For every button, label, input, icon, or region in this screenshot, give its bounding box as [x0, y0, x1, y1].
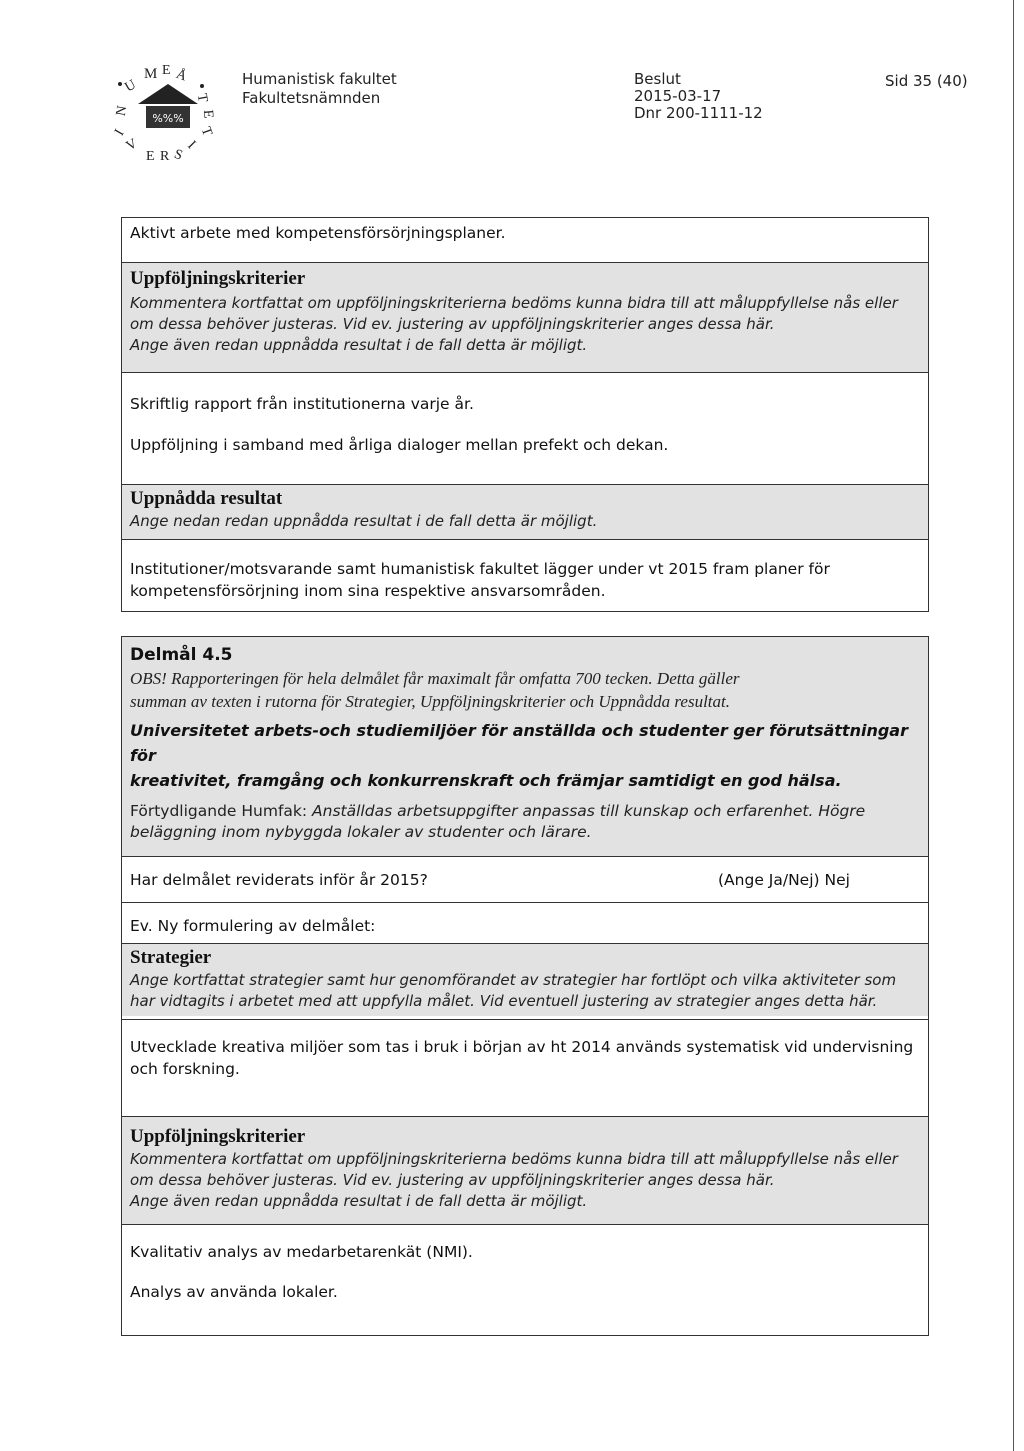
revision-question: Har delmålet reviderats inför år 2015?	[130, 871, 428, 889]
svg-text:E: E	[146, 149, 155, 162]
university-seal-icon	[98, 62, 238, 162]
results-text-line: kompetensförsörjning inom sina respektive ansvarsområden.	[130, 582, 606, 600]
goal-section-4-5	[121, 636, 929, 1336]
document-date: 2015-03-17	[634, 87, 722, 105]
carryover-text-row	[122, 218, 928, 263]
faculty-name: Humanistisk fakultet	[242, 70, 397, 88]
followup-instruction-2: om dessa behöver justeras. Vid ev. justering av uppföljningskriterier anges dessa här.	[130, 315, 775, 333]
followup-item: Kvalitativ analys av medarbetarenkät (NMI).	[130, 1243, 473, 1261]
goal-note-line-2: summan av texten i rutorna för Strategier, Uppföljningskriterier och Uppnådda resultat.	[130, 692, 730, 711]
carryover-text: Aktivt arbete med kompetensförsörjningsplaner.	[130, 224, 506, 242]
followup-instruction-3: Ange även redan uppnådda resultat i de fall detta är möjligt.	[130, 336, 588, 354]
page-edge-line	[1013, 0, 1014, 1451]
svg-text:S: S	[172, 146, 185, 162]
document-type: Beslut	[634, 70, 681, 88]
goal-clarification-line-2: beläggning inom nybyggda lokaler av studenter och lärare.	[130, 823, 592, 841]
goal-statement-line-2: kreativitet, framgång och konkurrenskraft och främjar samtidigt en god hälsa.	[130, 771, 842, 790]
new-formulation-and-strategy-header	[122, 903, 928, 1020]
strategy-header	[122, 943, 928, 1016]
revision-row	[122, 857, 928, 903]
svg-text:V: V	[123, 136, 141, 155]
svg-text:%%%: %%%	[152, 112, 184, 125]
svg-text:Å: Å	[174, 66, 189, 85]
page-number: Sid 35 (40)	[885, 72, 968, 90]
svg-text:R: R	[160, 149, 170, 162]
svg-text:E: E	[162, 63, 171, 78]
document-dnr: Dnr 200-1111-12	[634, 104, 763, 122]
clarification-text: Anställdas arbetsuppgifter anpassas till kunskap och erfarenhet. Högre	[307, 802, 866, 820]
results-content	[122, 540, 928, 602]
goal-clarification-line-1	[130, 801, 920, 822]
goal-section-continued	[121, 217, 929, 612]
results-header	[122, 484, 928, 540]
followup-instruction-2-1: Kommentera kortfattat om uppföljningskriterierna bedöms kunna bidra till att måluppfyllelse nås eller	[130, 1150, 898, 1168]
followup-heading-2: Uppföljningskriterier	[130, 1126, 306, 1147]
goal-statement-line-1: Universitetet arbets-och studiemiljöer för anställda och studenter ger förutsättningar för	[130, 721, 908, 765]
followup-criteria-content-2	[122, 1225, 928, 1303]
goal-note-line-1: OBS! Rapporteringen för hela delmålet får maximalt får omfatta 700 tecken. Detta gäller	[130, 669, 740, 688]
new-formulation-label: Ev. Ny formulering av delmålet:	[130, 917, 376, 935]
svg-text:M: M	[144, 66, 158, 82]
strategy-text-line: och forskning.	[130, 1060, 240, 1078]
strategy-instruction-2: har vidtagits i arbetet med att uppfylla målet. Vid eventuell justering av strategier anges detta här.	[130, 992, 878, 1010]
followup-instruction-2-2: om dessa behöver justeras. Vid ev. justering av uppföljningskriterier anges dessa här.	[130, 1171, 775, 1189]
svg-text:I: I	[184, 138, 199, 153]
goal-title: Delmål 4.5	[130, 645, 233, 665]
followup-criteria-header	[122, 263, 928, 373]
revision-answer	[718, 869, 850, 891]
revision-value: Nej	[824, 871, 850, 889]
results-heading: Uppnådda resultat	[130, 488, 283, 509]
results-text-line: Institutioner/motsvarande samt humanistisk fakultet lägger under vt 2015 fram planer för	[130, 560, 830, 578]
svg-text:N: N	[113, 104, 131, 118]
strategy-instruction-1: Ange kortfattat strategier samt hur genomförandet av strategier har fortlöpt och vilka aktiviteter som	[130, 971, 897, 989]
goal-header	[122, 637, 928, 857]
followup-instruction-1: Kommentera kortfattat om uppföljningskriterierna bedöms kunna bidra till att måluppfyllelse nås eller	[130, 294, 898, 312]
svg-text:U: U	[122, 77, 139, 96]
svg-text:T: T	[197, 125, 215, 139]
followup-criteria-content	[122, 373, 928, 484]
strategy-content	[122, 1020, 928, 1117]
followup-heading: Uppföljningskriterier	[130, 268, 306, 289]
followup-item: Analys av använda lokaler.	[130, 1283, 338, 1301]
revision-hint: (Ange Ja/Nej)	[718, 871, 820, 889]
board-name: Fakultetsnämnden	[242, 89, 381, 107]
followup-item: Skriftlig rapport från institutionerna varje år.	[130, 395, 474, 413]
strategy-heading: Strategier	[130, 947, 212, 968]
svg-text:I: I	[112, 126, 128, 139]
followup-criteria-header-2	[122, 1117, 928, 1225]
strategy-text-line: Utvecklade kreativa miljöer som tas i bruk i början av ht 2014 används systematisk vid undervisning	[130, 1038, 914, 1056]
clarification-label: Förtydligande Humfak:	[130, 802, 308, 820]
svg-text:T: T	[193, 92, 211, 104]
svg-text:E: E	[199, 109, 216, 120]
followup-item: Uppföljning i samband med årliga dialoger mellan prefekt och dekan.	[130, 436, 669, 454]
followup-instruction-2-3: Ange även redan uppnådda resultat i de fall detta är möjligt.	[130, 1192, 588, 1210]
results-instruction: Ange nedan redan uppnådda resultat i de fall detta är möjligt.	[130, 512, 598, 530]
